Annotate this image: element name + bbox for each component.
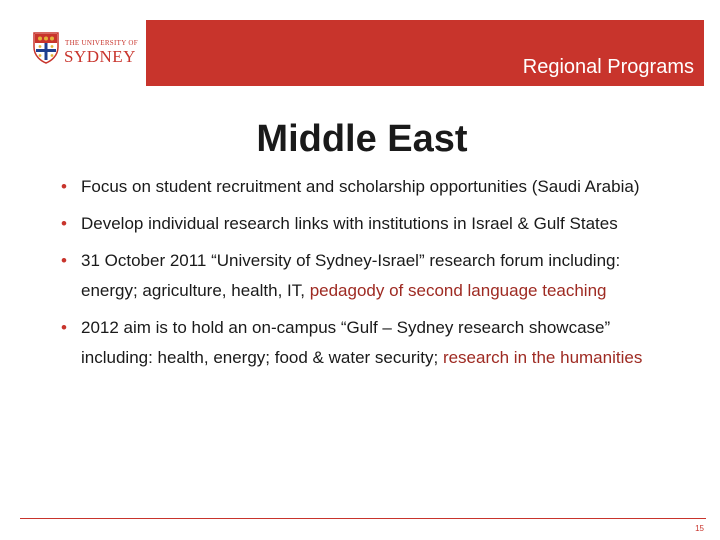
- bullet-item: [58, 172, 678, 202]
- bullet-accent-text: research in the humanities: [442, 348, 643, 367]
- bullet-text: Focus on student recruitment and scholarship opportunities (Saudi Arabia): [81, 177, 640, 196]
- bullet-item: [58, 209, 678, 239]
- footer-divider: [20, 518, 706, 519]
- crest-icon: [33, 32, 59, 64]
- bullet-text: 31 October 2011 “University of Sydney-Israel” research forum including: energy; agriculture, health, IT,: [81, 251, 621, 300]
- slide-title: Middle East: [256, 118, 468, 160]
- bullet-list: [58, 172, 678, 380]
- logo-text-small: THE UNIVERSITY OF: [65, 39, 138, 47]
- bullet-text: Develop individual research links with institutions in Israel & Gulf States: [81, 214, 618, 233]
- bullet-accent-text: pedagody of second language teaching: [309, 281, 607, 300]
- section-title: Regional Programs: [522, 56, 694, 78]
- bullet-marker-icon: •: [61, 214, 67, 233]
- bullet-marker-icon: •: [61, 318, 67, 337]
- bullet-marker-icon: •: [61, 251, 67, 270]
- bullet-text: 2012 aim is to hold an on-campus “Gulf – Sydney research showcase” including: health, energy; food & water security;: [81, 318, 611, 367]
- bullet-marker-icon: •: [61, 177, 67, 196]
- page-number: 15: [695, 524, 704, 533]
- university-logo[interactable]: [16, 20, 146, 86]
- bullet-item: [58, 246, 678, 306]
- logo-text-big: SYDNEY: [64, 47, 136, 66]
- bullet-item: [58, 313, 678, 373]
